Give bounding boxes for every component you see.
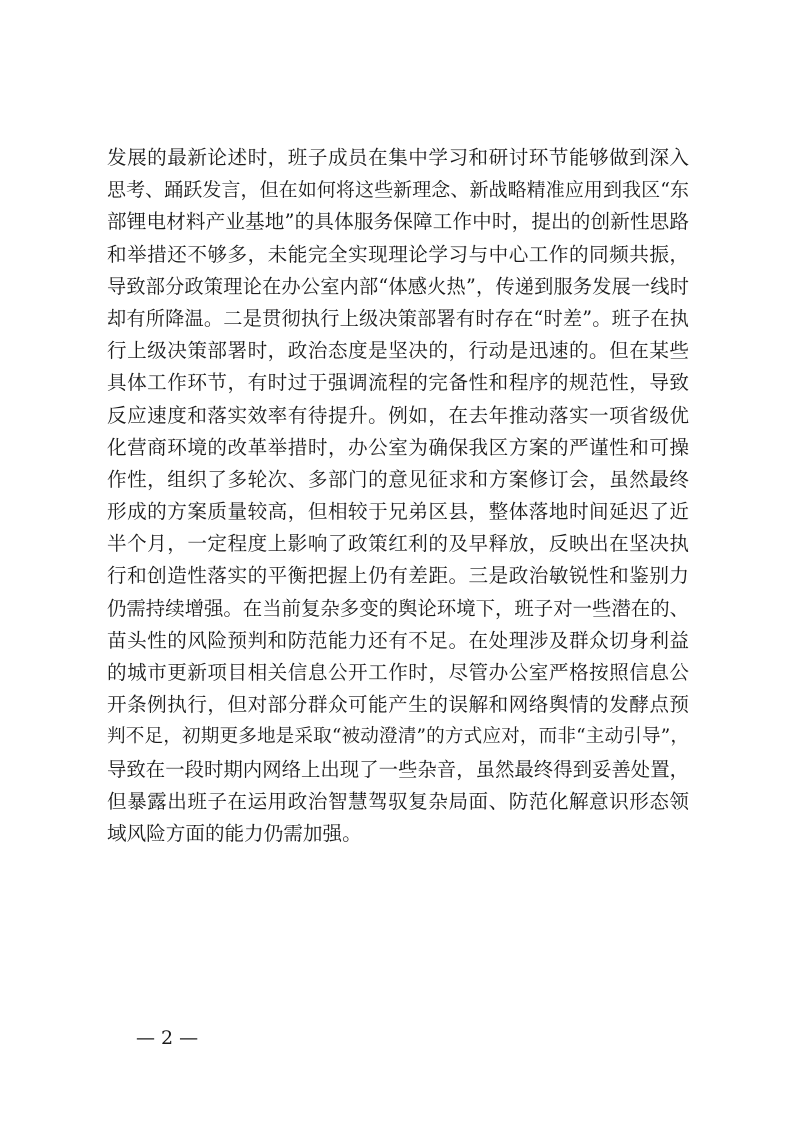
paragraph-line: 思考、踊跃发言，但在如何将这些新理念、新战略精准应用到我区“东: [107, 179, 689, 202]
paragraph-line: 反应速度和落实效率有待提升。例如，在去年推动落实一项省级优: [107, 403, 689, 427]
paragraph-line: 判不足，初期更多地是采取“被动澄清”的方式应对，而非“主动引导”，: [107, 726, 689, 748]
paragraph-line: 开条例执行，但对部分群众可能产生的误解和网络舆情的发酵点预: [107, 693, 689, 717]
paragraph-line: 但暴露出班子在运用政治智慧驾驭复杂局面、防范化解意识形态领: [107, 789, 689, 813]
paragraph-line: 半个月，一定程度上影响了政策红利的及早释放，反映出在坚决执: [107, 532, 689, 556]
paragraph-line: 导致在一段时期内网络上出现了一些杂音，虽然最终得到妥善处置，: [107, 757, 689, 781]
paragraph-line: 发展的最新论述时，班子成员在集中学习和研讨环节能够做到深入: [107, 146, 689, 169]
paragraph-line: 和举措还不够多，未能完全实现理论学习与中心工作的同频共振，: [107, 242, 689, 266]
paragraph-line: 形成的方案质量较高，但相较于兄弟区县，整体落地时间延迟了近: [107, 500, 689, 524]
paragraph-line: 化营商环境的改革举措时，办公室为确保我区方案的严谨性和可操: [107, 435, 689, 459]
paragraph-line: 却有所降温。二是贯彻执行上级决策部署有时存在“时差”。班子在执: [107, 306, 689, 330]
body-paragraph: [107, 142, 689, 850]
paragraph-line: 仍需持续增强。在当前复杂多变的舆论环境下，班子对一些潜在的、: [107, 596, 689, 620]
paragraph-line: 具体工作环节，有时过于强调流程的完备性和程序的规范性，导致: [107, 371, 689, 395]
page-number: — 2 —: [136, 1027, 199, 1049]
paragraph-line: 苗头性的风险预判和防范能力还有不足。在处理涉及群众切身利益: [107, 628, 689, 652]
paragraph-line: 部锂电材料产业基地”的具体服务保障工作中时，提出的创新性思路: [107, 210, 689, 234]
paragraph-line: 行和创造性落实的平衡把握上仍有差距。三是政治敏锐性和鉴别力: [107, 564, 689, 588]
paragraph-line: 域风险方面的能力仍需加强。: [107, 821, 362, 845]
paragraph-line: 作性，组织了多轮次、多部门的意见征求和方案修订会，虽然最终: [107, 467, 689, 491]
paragraph-line: 导致部分政策理论在办公室内部“体感火热”，传递到服务发展一线时: [107, 274, 689, 298]
paragraph-line: 行上级决策部署时，政治态度是坚决的，行动是迅速的。但在某些: [107, 339, 689, 363]
paragraph-line: 的城市更新项目相关信息公开工作时，尽管办公室严格按照信息公: [107, 661, 689, 684]
